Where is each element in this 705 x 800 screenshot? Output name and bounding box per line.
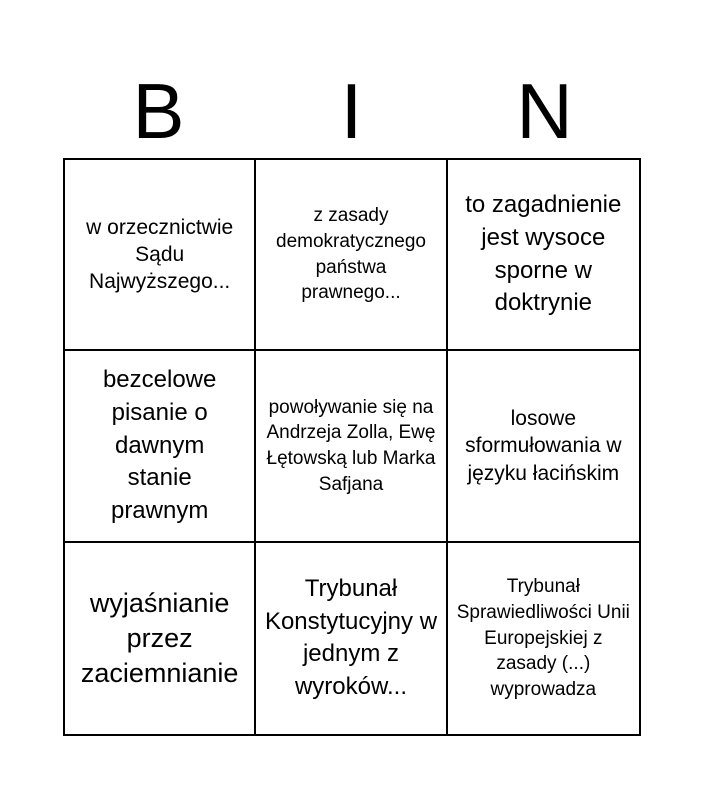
- bingo-cell-6[interactable]: [448, 351, 639, 542]
- header-letter-b: B: [132, 67, 185, 155]
- bingo-cell-4[interactable]: [65, 351, 256, 542]
- bingo-cell-text: to zagadnienie jest wysoce sporne w doktrynie: [465, 191, 622, 317]
- header-letter-i: I: [340, 67, 363, 155]
- bingo-cell-text: bezcelowe pisanie o dawnym stanie prawnym: [102, 366, 217, 524]
- bingo-cell-text: Trybunał Konstytucyjny w jednym z wyroków...: [264, 575, 438, 700]
- header-letter-n: N: [516, 67, 573, 155]
- bingo-cell-1[interactable]: [65, 160, 256, 351]
- bingo-cell-8[interactable]: [256, 543, 447, 734]
- bingo-cell-7[interactable]: [65, 543, 256, 734]
- bingo-cell-text: w orzecznictwie Sądu Najwyższego...: [86, 215, 234, 294]
- bingo-cell-5[interactable]: [256, 351, 447, 542]
- bingo-header: [62, 68, 642, 154]
- bingo-cell-9[interactable]: [448, 543, 639, 734]
- bingo-cell-2[interactable]: [256, 160, 447, 351]
- bingo-cell-text: losowe sformułowania w języku łacińskim: [465, 407, 622, 485]
- bingo-cell-text: Trybunał Sprawiedliwości Unii Europejskiej z zasady (...) wyprowadza: [456, 576, 630, 700]
- bingo-board: [63, 158, 641, 736]
- bingo-cell-text: z zasady demokratycznego państwa prawnego...: [276, 205, 426, 304]
- bingo-cell-text: wyjaśnianie przez zaciemnianie: [80, 587, 239, 688]
- bingo-cell-text: powoływanie się na Andrzeja Zolla, Ewę Łętowską lub Marka Safjana: [266, 396, 436, 495]
- bingo-cell-3[interactable]: [448, 160, 639, 351]
